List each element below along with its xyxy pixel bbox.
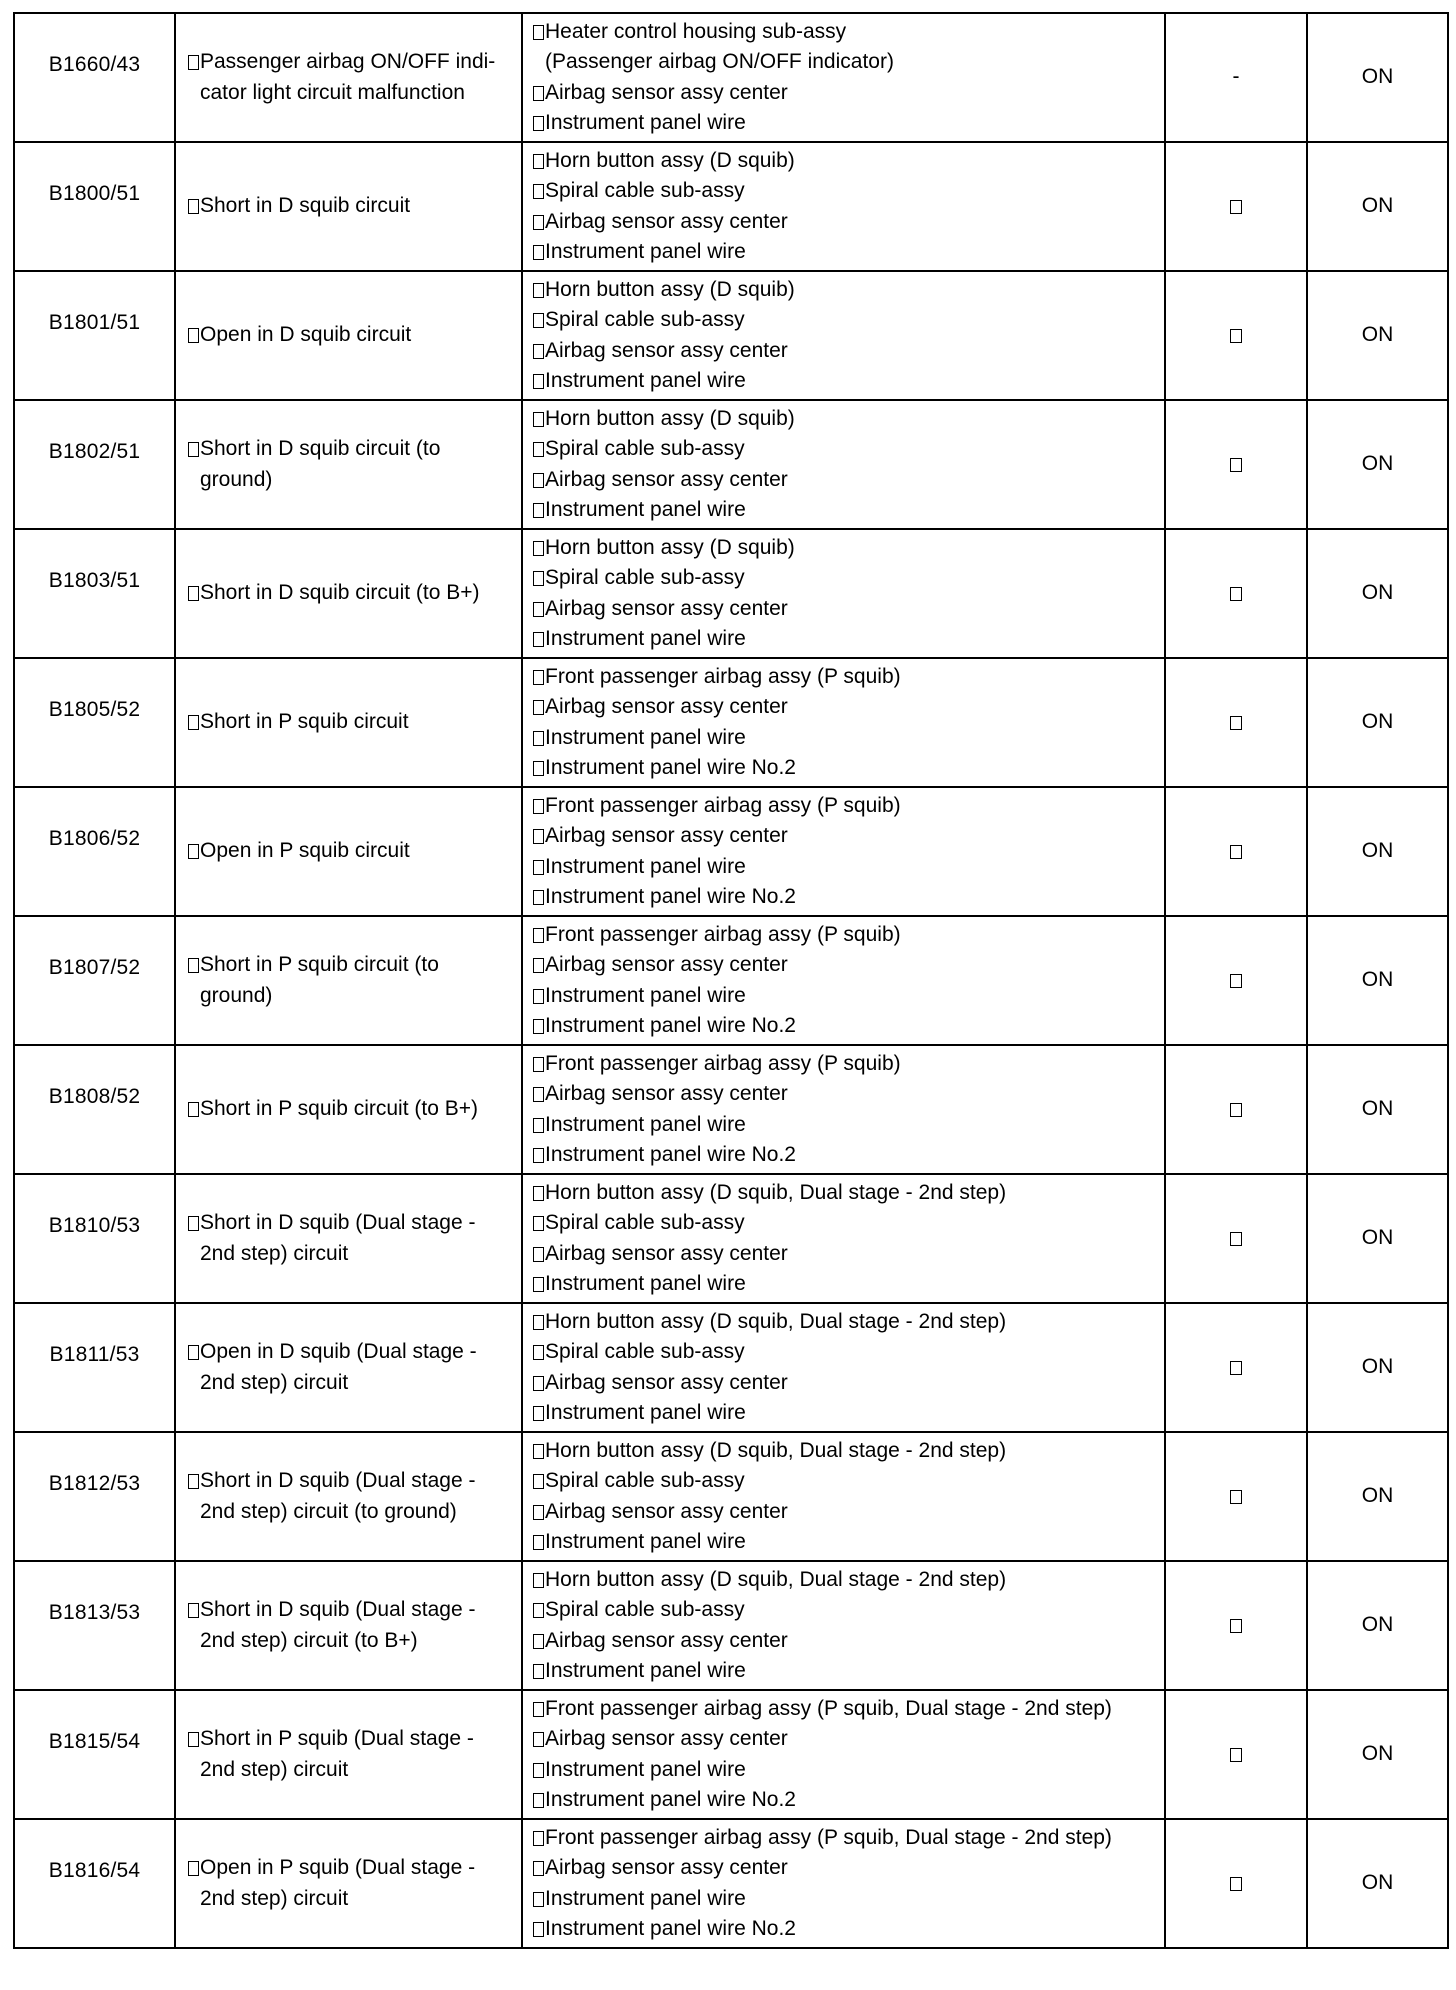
trouble-area-item: Instrument panel wire <box>545 1757 746 1781</box>
memory-cell <box>1165 1174 1307 1303</box>
trouble-area-item: Airbag sensor assy center <box>545 1370 788 1394</box>
memory-box-icon <box>1230 716 1242 730</box>
memory-cell <box>1165 787 1307 916</box>
detection-item-cell <box>175 1690 522 1819</box>
trouble-area-item: Instrument panel wire <box>545 1112 746 1136</box>
trouble-area-item: Instrument panel wire No.2 <box>545 1143 796 1166</box>
trouble-area-item: Airbag sensor assy center <box>545 596 788 620</box>
trouble-area-item: Instrument panel wire <box>545 1272 746 1295</box>
srs-warning-light-status: ON <box>1361 710 1394 734</box>
checkbox-bullet-icon <box>533 1019 544 1034</box>
checkbox-bullet-icon <box>533 700 544 715</box>
trouble-area-item: Horn button assy (D squib, Dual stage - 2nd step) <box>545 1567 1007 1591</box>
checkbox-bullet-icon <box>533 503 544 518</box>
srs-warning-light-status: ON <box>1361 1226 1394 1250</box>
checkbox-bullet-icon <box>533 1634 544 1649</box>
trouble-area-item: Front passenger airbag assy (P squib, Dual stage - 2nd step) <box>545 1696 1112 1720</box>
dtc-code-cell <box>14 1819 175 1948</box>
srs-warning-light-cell <box>1307 1432 1448 1561</box>
trouble-area-item: Instrument panel wire No.2 <box>545 1014 796 1037</box>
trouble-area-item: Instrument panel wire No.2 <box>545 756 796 779</box>
table-row <box>14 1690 1448 1819</box>
checkbox-bullet-icon <box>533 1573 544 1588</box>
trouble-area-item: Airbag sensor assy center <box>545 209 788 233</box>
checkbox-bullet-icon <box>533 1732 544 1747</box>
memory-box-icon <box>1230 458 1242 472</box>
detection-item-text: Short in P squib (Dual stage - <box>200 1727 474 1750</box>
srs-warning-light-cell <box>1307 400 1448 529</box>
memory-cell <box>1165 1690 1307 1819</box>
srs-warning-light-status: ON <box>1361 194 1394 218</box>
checkbox-bullet-icon <box>533 1535 544 1550</box>
detection-item-cell <box>175 271 522 400</box>
trouble-area-item: Heater control housing sub-assy <box>545 19 847 43</box>
memory-box-icon <box>1230 1877 1242 1891</box>
trouble-area-item: Airbag sensor assy center <box>545 1241 788 1265</box>
table-row <box>14 529 1448 658</box>
checkbox-bullet-icon <box>188 1474 199 1489</box>
trouble-area-item: Airbag sensor assy center <box>545 1727 788 1750</box>
trouble-area-item: Instrument panel wire No.2 <box>545 1917 796 1940</box>
checkbox-bullet-icon <box>533 541 544 556</box>
trouble-area-cell <box>522 658 1165 787</box>
trouble-area-item: Instrument panel wire <box>545 1659 746 1682</box>
trouble-area-cell <box>522 916 1165 1045</box>
detection-item-cell <box>175 1819 522 1948</box>
detection-item-text: 2nd step) circuit <box>200 1241 349 1265</box>
trouble-area-item: Instrument panel wire <box>545 854 746 878</box>
memory-cell <box>1165 1819 1307 1948</box>
detection-item-cell <box>175 916 522 1045</box>
checkbox-bullet-icon <box>533 799 544 814</box>
dtc-code: B1807/52 <box>48 956 141 979</box>
table-row <box>14 787 1448 916</box>
trouble-area-item: Instrument panel wire <box>545 627 746 650</box>
trouble-area-item: Instrument panel wire No.2 <box>545 1788 796 1811</box>
trouble-area-item: Horn button assy (D squib, Dual stage - 2nd step) <box>545 1438 1007 1462</box>
detection-item-text: Short in P squib circuit (to B+) <box>200 1097 478 1121</box>
table-row <box>14 400 1448 529</box>
checkbox-bullet-icon <box>533 571 544 586</box>
memory-value: - <box>1232 65 1240 89</box>
detection-item-cell <box>175 1303 522 1432</box>
srs-warning-light-status: ON <box>1361 452 1394 476</box>
checkbox-bullet-icon <box>533 1831 544 1846</box>
trouble-area-item: Horn button assy (D squib) <box>545 535 795 559</box>
table-row <box>14 916 1448 1045</box>
dtc-code: B1815/54 <box>48 1730 141 1753</box>
checkbox-bullet-icon <box>188 958 199 973</box>
detection-item-text: Short in D squib (Dual stage - <box>200 1469 476 1492</box>
checkbox-bullet-icon <box>188 328 199 343</box>
detection-item-cell <box>175 1045 522 1174</box>
trouble-area-item: Spiral cable sub-assy <box>545 1469 745 1492</box>
srs-warning-light-cell <box>1307 916 1448 1045</box>
memory-cell <box>1165 529 1307 658</box>
detection-item-text: Short in D squib circuit (to B+) <box>200 581 480 605</box>
checkbox-bullet-icon <box>533 1861 544 1876</box>
trouble-area-item: Instrument panel wire <box>545 725 746 749</box>
dtc-code-cell <box>14 1432 175 1561</box>
memory-box-icon <box>1230 1361 1242 1375</box>
srs-warning-light-cell <box>1307 1561 1448 1690</box>
detection-item-text: 2nd step) circuit <box>200 1370 349 1394</box>
checkbox-bullet-icon <box>533 928 544 943</box>
memory-box-icon <box>1230 845 1242 859</box>
checkbox-bullet-icon <box>533 1664 544 1679</box>
checkbox-bullet-icon <box>533 1186 544 1201</box>
checkbox-bullet-icon <box>188 199 199 214</box>
dtc-table-body <box>14 13 1448 1948</box>
detection-item-text: Open in P squib (Dual stage - <box>200 1856 476 1879</box>
checkbox-bullet-icon <box>533 344 544 359</box>
checkbox-bullet-icon <box>533 1087 544 1102</box>
srs-warning-light-status: ON <box>1361 323 1394 347</box>
checkbox-bullet-icon <box>533 1763 544 1778</box>
dtc-code-cell <box>14 1174 175 1303</box>
trouble-area-item: Front passenger airbag assy (P squib) <box>545 922 901 946</box>
detection-item-cell <box>175 787 522 916</box>
dtc-code: B1805/52 <box>48 698 141 721</box>
detection-item-text: Short in D squib circuit <box>200 194 411 218</box>
checkbox-bullet-icon <box>533 1444 544 1459</box>
table-row <box>14 142 1448 271</box>
trouble-area-cell <box>522 1432 1165 1561</box>
trouble-area-item: Instrument panel wire <box>545 1530 746 1553</box>
trouble-area-cell <box>522 1045 1165 1174</box>
checkbox-bullet-icon <box>533 1376 544 1391</box>
trouble-area-item: Instrument panel wire <box>545 983 746 1007</box>
detection-item-cell <box>175 142 522 271</box>
trouble-area-item: Airbag sensor assy center <box>545 824 788 847</box>
checkbox-bullet-icon <box>188 442 199 457</box>
dtc-code: B1811/53 <box>49 1343 140 1366</box>
dtc-code-cell <box>14 271 175 400</box>
checkbox-bullet-icon <box>188 1216 199 1231</box>
trouble-area-item: Spiral cable sub-assy <box>545 308 745 331</box>
detection-item-text: cator light circuit malfunction <box>200 80 465 104</box>
srs-warning-light-status: ON <box>1361 1742 1394 1766</box>
trouble-area-item: Spiral cable sub-assy <box>545 179 745 202</box>
detection-item-cell <box>175 1432 522 1561</box>
trouble-area-item: Instrument panel wire <box>545 240 746 263</box>
memory-box-icon <box>1230 1232 1242 1246</box>
checkbox-bullet-icon <box>188 715 199 730</box>
detection-item-text: Open in D squib (Dual stage - <box>200 1340 477 1363</box>
detection-item-text: Short in P squib circuit (to <box>200 953 439 976</box>
memory-box-icon <box>1230 587 1242 601</box>
trouble-area-cell <box>522 1819 1165 1948</box>
memory-cell <box>1165 142 1307 271</box>
checkbox-bullet-icon <box>533 1474 544 1489</box>
memory-cell <box>1165 658 1307 787</box>
checkbox-bullet-icon <box>533 154 544 169</box>
detection-item-text: Open in D squib circuit <box>200 323 412 347</box>
srs-warning-light-status: ON <box>1361 581 1394 605</box>
checkbox-bullet-icon <box>533 860 544 875</box>
trouble-area-item: Horn button assy (D squib) <box>545 148 795 172</box>
trouble-area-item: Airbag sensor assy center <box>545 1628 788 1652</box>
srs-warning-light-status: ON <box>1361 1355 1394 1379</box>
trouble-area-item: Airbag sensor assy center <box>545 695 788 718</box>
trouble-area-item: Instrument panel wire <box>545 111 746 134</box>
memory-cell <box>1165 13 1307 142</box>
memory-box-icon <box>1230 974 1242 988</box>
dtc-code-cell <box>14 1690 175 1819</box>
srs-warning-light-cell <box>1307 658 1448 787</box>
detection-item-text: Short in D squib (Dual stage - <box>200 1211 476 1234</box>
detection-item-text: 2nd step) circuit (to ground) <box>200 1499 457 1523</box>
trouble-area-item: Front passenger airbag assy (P squib) <box>545 1051 901 1075</box>
checkbox-bullet-icon <box>188 1603 199 1618</box>
memory-box-icon <box>1230 1490 1242 1504</box>
table-row <box>14 13 1448 142</box>
trouble-area-cell <box>522 400 1165 529</box>
checkbox-bullet-icon <box>533 1216 544 1231</box>
checkbox-bullet-icon <box>533 1247 544 1262</box>
detection-item-cell <box>175 400 522 529</box>
memory-box-icon <box>1230 1748 1242 1762</box>
dtc-code: B1812/53 <box>48 1472 141 1495</box>
memory-box-icon <box>1230 329 1242 343</box>
dtc-code-cell <box>14 1561 175 1690</box>
dtc-code-cell <box>14 13 175 142</box>
table-row <box>14 1303 1448 1432</box>
dtc-table <box>13 12 1449 1949</box>
srs-warning-light-status: ON <box>1361 968 1394 992</box>
checkbox-bullet-icon <box>533 116 544 131</box>
checkbox-bullet-icon <box>533 632 544 647</box>
srs-warning-light-cell <box>1307 271 1448 400</box>
checkbox-bullet-icon <box>533 1345 544 1360</box>
trouble-area-item: Front passenger airbag assy (P squib) <box>545 793 901 817</box>
trouble-area-item: Airbag sensor assy center <box>545 1499 788 1523</box>
trouble-area-item: Airbag sensor assy center <box>545 467 788 491</box>
table-row <box>14 1174 1448 1303</box>
checkbox-bullet-icon <box>533 1148 544 1163</box>
detection-item-text: Open in P squib circuit <box>200 839 410 863</box>
trouble-area-cell <box>522 13 1165 142</box>
memory-box-icon <box>1230 1103 1242 1117</box>
dtc-code: B1660/43 <box>48 53 141 76</box>
srs-warning-light-status: ON <box>1361 1484 1394 1508</box>
checkbox-bullet-icon <box>533 670 544 685</box>
dtc-code: B1816/54 <box>48 1859 141 1882</box>
checkbox-bullet-icon <box>533 1603 544 1618</box>
checkbox-bullet-icon <box>533 215 544 230</box>
checkbox-bullet-icon <box>533 1922 544 1937</box>
trouble-area-cell <box>522 142 1165 271</box>
memory-box-icon <box>1230 1619 1242 1633</box>
memory-cell <box>1165 1303 1307 1432</box>
detection-item-text: Short in D squib circuit (to <box>200 437 441 460</box>
srs-warning-light-status: ON <box>1361 1613 1394 1637</box>
checkbox-bullet-icon <box>533 283 544 298</box>
table-row <box>14 1819 1448 1948</box>
detection-item-text: ground) <box>200 983 273 1007</box>
trouble-area-item: Airbag sensor assy center <box>545 338 788 362</box>
srs-warning-light-cell <box>1307 13 1448 142</box>
trouble-area-item: Airbag sensor assy center <box>545 1856 788 1879</box>
detection-item-text: 2nd step) circuit <box>200 1757 349 1781</box>
srs-warning-light-status: ON <box>1361 839 1394 863</box>
trouble-area-item: Front passenger airbag assy (P squib, Dual stage - 2nd step) <box>545 1825 1112 1849</box>
srs-warning-light-cell <box>1307 1819 1448 1948</box>
detection-item-text: Short in D squib (Dual stage - <box>200 1598 476 1621</box>
dtc-code: B1802/51 <box>48 440 141 463</box>
checkbox-bullet-icon <box>533 1315 544 1330</box>
detection-item-cell <box>175 658 522 787</box>
trouble-area-cell <box>522 787 1165 916</box>
trouble-area-item: Spiral cable sub-assy <box>545 1340 745 1363</box>
detection-item-cell <box>175 1174 522 1303</box>
srs-warning-light-cell <box>1307 529 1448 658</box>
checkbox-bullet-icon <box>533 1277 544 1292</box>
trouble-area-item: Horn button assy (D squib, Dual stage - 2nd step) <box>545 1309 1007 1333</box>
dtc-code-cell <box>14 142 175 271</box>
dtc-code-cell <box>14 1303 175 1432</box>
srs-warning-light-cell <box>1307 1045 1448 1174</box>
trouble-area-item: Airbag sensor assy center <box>545 953 788 976</box>
checkbox-bullet-icon <box>533 473 544 488</box>
checkbox-bullet-icon <box>533 1892 544 1907</box>
detection-item-text: Passenger airbag ON/OFF indi- <box>200 50 496 73</box>
checkbox-bullet-icon <box>533 412 544 427</box>
trouble-area-item: Horn button assy (D squib) <box>545 277 795 301</box>
dtc-code: B1801/51 <box>48 311 141 334</box>
memory-cell <box>1165 400 1307 529</box>
checkbox-bullet-icon <box>533 1057 544 1072</box>
checkbox-bullet-icon <box>533 958 544 973</box>
trouble-area-item: Instrument panel wire <box>545 1886 746 1910</box>
srs-warning-light-status: ON <box>1361 1097 1394 1121</box>
checkbox-bullet-icon <box>533 829 544 844</box>
dtc-code-cell <box>14 529 175 658</box>
dtc-code-cell <box>14 916 175 1045</box>
trouble-area-item: Spiral cable sub-assy <box>545 1598 745 1621</box>
table-row <box>14 271 1448 400</box>
checkbox-bullet-icon <box>533 184 544 199</box>
dtc-code-cell <box>14 1045 175 1174</box>
detection-item-text: 2nd step) circuit <box>200 1886 349 1910</box>
srs-warning-light-cell <box>1307 1174 1448 1303</box>
checkbox-bullet-icon <box>533 761 544 776</box>
dtc-code: B1800/51 <box>48 182 141 205</box>
checkbox-bullet-icon <box>533 1702 544 1717</box>
srs-warning-light-cell <box>1307 787 1448 916</box>
trouble-area-cell <box>522 271 1165 400</box>
trouble-area-item: Spiral cable sub-assy <box>545 1211 745 1234</box>
checkbox-bullet-icon <box>533 602 544 617</box>
checkbox-bullet-icon <box>533 890 544 905</box>
trouble-area-item: Airbag sensor assy center <box>545 80 788 104</box>
checkbox-bullet-icon <box>533 1118 544 1133</box>
checkbox-bullet-icon <box>533 1406 544 1421</box>
checkbox-bullet-icon <box>533 442 544 457</box>
memory-cell <box>1165 271 1307 400</box>
checkbox-bullet-icon <box>533 1505 544 1520</box>
checkbox-bullet-icon <box>188 1732 199 1747</box>
checkbox-bullet-icon <box>188 844 199 859</box>
trouble-area-item: Horn button assy (D squib) <box>545 406 795 430</box>
srs-warning-light-cell <box>1307 142 1448 271</box>
checkbox-bullet-icon <box>533 1793 544 1808</box>
srs-warning-light-status: ON <box>1361 65 1394 89</box>
checkbox-bullet-icon <box>188 586 199 601</box>
checkbox-bullet-icon <box>533 989 544 1004</box>
dtc-code: B1813/53 <box>48 1601 141 1624</box>
checkbox-bullet-icon <box>533 313 544 328</box>
checkbox-bullet-icon <box>188 1102 199 1117</box>
checkbox-bullet-icon <box>533 245 544 260</box>
dtc-code: B1803/51 <box>48 569 141 592</box>
trouble-area-item: Front passenger airbag assy (P squib) <box>545 664 901 688</box>
dtc-code: B1806/52 <box>48 827 141 850</box>
dtc-code-cell <box>14 400 175 529</box>
trouble-area-item: Instrument panel wire <box>545 1401 746 1424</box>
memory-cell <box>1165 1045 1307 1174</box>
trouble-area-cell <box>522 1690 1165 1819</box>
detection-item-text: 2nd step) circuit (to B+) <box>200 1628 418 1652</box>
checkbox-bullet-icon <box>533 374 544 389</box>
memory-box-icon <box>1230 200 1242 214</box>
trouble-area-cell <box>522 1303 1165 1432</box>
detection-item-cell <box>175 529 522 658</box>
trouble-area-cell <box>522 529 1165 658</box>
checkbox-bullet-icon <box>533 25 544 40</box>
table-row <box>14 658 1448 787</box>
dtc-code-cell <box>14 787 175 916</box>
trouble-area-item: Spiral cable sub-assy <box>545 437 745 460</box>
detection-item-cell <box>175 13 522 142</box>
dtc-code: B1808/52 <box>48 1085 141 1108</box>
trouble-area-item: Airbag sensor assy center <box>545 1082 788 1105</box>
table-row <box>14 1432 1448 1561</box>
dtc-code: B1810/53 <box>48 1214 141 1237</box>
memory-cell <box>1165 1561 1307 1690</box>
trouble-area-cell <box>522 1174 1165 1303</box>
detection-item-text: ground) <box>200 467 273 491</box>
checkbox-bullet-icon <box>188 1345 199 1360</box>
checkbox-bullet-icon <box>188 1861 199 1876</box>
checkbox-bullet-icon <box>188 55 199 70</box>
trouble-area-item: (Passenger airbag ON/OFF indicator) <box>545 50 894 73</box>
trouble-area-cell <box>522 1561 1165 1690</box>
detection-item-cell <box>175 1561 522 1690</box>
memory-cell <box>1165 916 1307 1045</box>
srs-warning-light-cell <box>1307 1303 1448 1432</box>
trouble-area-item: Instrument panel wire <box>545 498 746 521</box>
dtc-code-cell <box>14 658 175 787</box>
table-row <box>14 1561 1448 1690</box>
trouble-area-item: Spiral cable sub-assy <box>545 566 745 589</box>
srs-warning-light-status: ON <box>1361 1871 1394 1895</box>
trouble-area-item: Instrument panel wire No.2 <box>545 885 796 908</box>
memory-cell <box>1165 1432 1307 1561</box>
checkbox-bullet-icon <box>533 86 544 101</box>
table-row <box>14 1045 1448 1174</box>
trouble-area-item: Instrument panel wire <box>545 369 746 392</box>
detection-item-text: Short in P squib circuit <box>200 710 409 734</box>
srs-warning-light-cell <box>1307 1690 1448 1819</box>
trouble-area-item: Horn button assy (D squib, Dual stage - 2nd step) <box>545 1180 1007 1204</box>
checkbox-bullet-icon <box>533 731 544 746</box>
